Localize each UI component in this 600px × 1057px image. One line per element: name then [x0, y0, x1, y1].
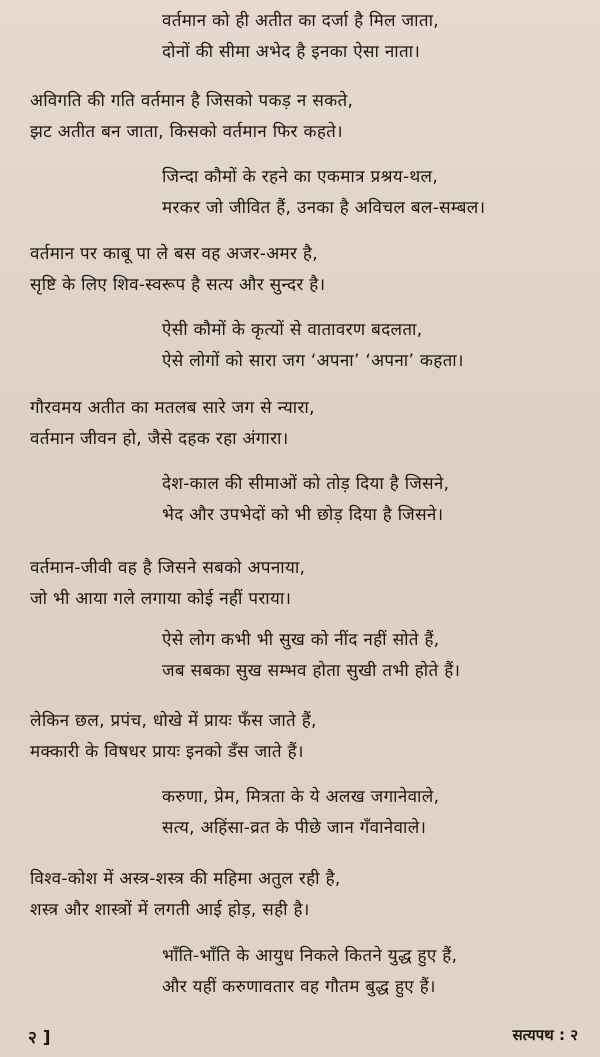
- poem-line: जो भी आया गले लगाया कोई नहीं पराया।: [30, 589, 292, 609]
- poem-line: जिन्दा कौमों के रहने का एकमात्र प्रश्रय-थल,: [162, 167, 439, 187]
- stanza-1: [162, 6, 584, 68]
- poem-line: ऐसे लोगों को सारा जग ‘अपना’ ‘अपना’ कहता।: [162, 351, 464, 371]
- poem-line: ऐसे लोग कभी भी सुख को नींद नहीं सोते हैं,: [162, 630, 440, 650]
- poem-line: सत्य, अहिंसा-व्रत के पीछे जान गँवानेवाले।: [162, 818, 427, 838]
- poem-line: गौरवमय अतीत का मतलब सारे जग से न्यारा,: [30, 398, 315, 418]
- poem-line: ऐसी कौमों के कृत्यों से वातावरण बदलता,: [162, 320, 423, 340]
- stanza-9: [162, 625, 584, 687]
- poem-line: शस्त्र और शास्त्रों में लगती आई होड़, सही है।: [30, 900, 310, 920]
- poem-line: और यहीं करुणावतार वह गौतम बुद्ध हुए हैं।: [162, 977, 436, 997]
- poem-line: भेद और उपभेदों को भी छोड़ दिया है जिसने।: [162, 505, 444, 525]
- poem-line: वर्तमान-जीवी वह है जिसने सबको अपनाया,: [30, 558, 306, 578]
- poem-line: सृष्टि के लिए शिव-स्वरूप है सत्य और सुन्दर है।: [30, 275, 326, 295]
- stanza-11: [162, 782, 584, 844]
- stanza-4: [30, 239, 470, 301]
- stanza-2: [30, 86, 470, 148]
- stanza-6: [30, 393, 470, 455]
- poem-line: दोनों की सीमा अभेद है इनका ऐसा नाता।: [162, 42, 421, 62]
- stanza-12: [30, 864, 470, 926]
- poem-line: भाँति-भाँति के आयुध निकले कितने युद्ध हुए हैं,: [162, 946, 458, 966]
- stanza-8: [30, 553, 470, 615]
- stanza-10: [30, 706, 470, 768]
- poem-line: मक्कारी के विषधर प्रायः इनको डँस जाते हैं।: [30, 742, 304, 762]
- poem-line: विश्व-कोश में अस्त्र-शस्त्र की महिमा अतुल रही है,: [30, 869, 341, 889]
- poem-line: करुणा, प्रेम, मित्रता के ये अलख जगानेवाले,: [162, 787, 440, 807]
- poem-line: वर्तमान जीवन हो, जैसे दहक रहा अंगारा।: [30, 429, 289, 449]
- stanza-13: [162, 941, 584, 1003]
- stanza-3: [162, 162, 584, 224]
- poem-line: जब सबका सुख सम्भव होता सुखी तभी होते हैं।: [162, 661, 461, 681]
- poem-line: लेकिन छल, प्रपंच, धोखे में प्रायः फँस जाते हैं,: [30, 711, 317, 731]
- poem-line: मरकर जो जीवित हैं, उनका है अविचल बल-सम्बल।: [162, 198, 486, 218]
- stanza-7: [162, 469, 584, 531]
- poem-line: देश-काल की सीमाओं को तोड़ दिया है जिसने,: [162, 474, 450, 494]
- poem-line: वर्तमान पर काबू पा ले बस वह अजर-अमर है,: [30, 244, 318, 264]
- running-title: सत्यपथ : २: [512, 1026, 578, 1044]
- stanza-5: [162, 315, 584, 377]
- page-number: २ ]: [28, 1028, 51, 1048]
- poem-line: वर्तमान को ही अतीत का दर्जा है मिल जाता,: [162, 11, 439, 31]
- poem-line: अविगति की गति वर्तमान है जिसको पकड़ न सकते,: [30, 91, 354, 111]
- poem-line: झट अतीत बन जाता, किसको वर्तमान फिर कहते।: [30, 122, 343, 142]
